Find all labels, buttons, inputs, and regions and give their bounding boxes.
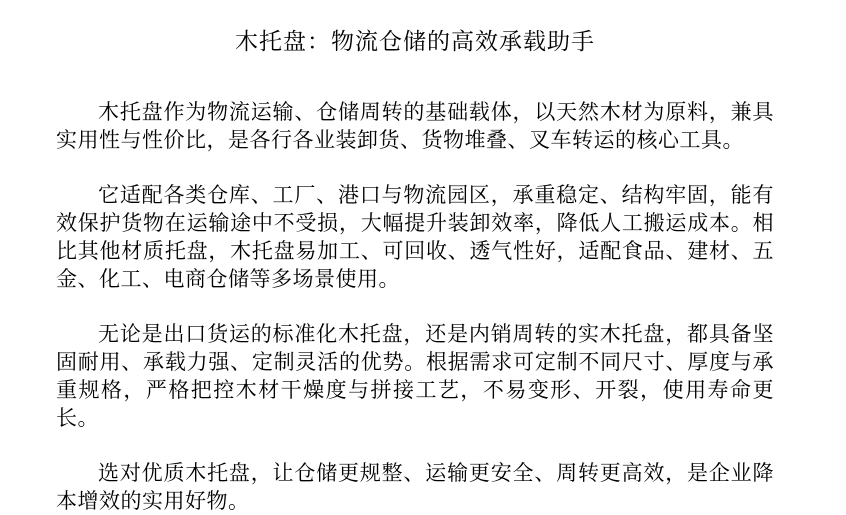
paragraph-1: 木托盘作为物流运输、仓储周转的基础载体，以天然木材为原料，兼具实用性与性价比，是各行各业装卸货、货物堆叠、叉车转运的核心工具。 bbox=[56, 99, 774, 152]
paragraph-2: 它适配各类仓库、工厂、港口与物流园区，承重稳定、结构牢固，能有效保护货物在运输途中不受损，大幅提升装卸效率，降低人工搬运成本。相比其他材质托盘，木托盘易加工、可回收、透气性好，适配食品、建材、五金、化工、电商仓储等多场景使用。 bbox=[56, 182, 774, 291]
paragraph-3: 无论是出口货运的标准化木托盘，还是内销周转的实木托盘，都具备坚固耐用、承载力强、定制灵活的优势。根据需求可定制不同尺寸、厚度与承重规格，严格把控木材干燥度与拼接工艺，不易变形、开裂，使用寿命更长。 bbox=[56, 321, 774, 430]
document-title: 木托盘：物流仓储的高效承载助手 bbox=[235, 29, 595, 54]
paragraph-4: 选对优质木托盘，让仓储更规整、运输更安全、周转更高效，是企业降本增效的实用好物。 bbox=[56, 460, 774, 513]
document-body bbox=[56, 98, 774, 515]
